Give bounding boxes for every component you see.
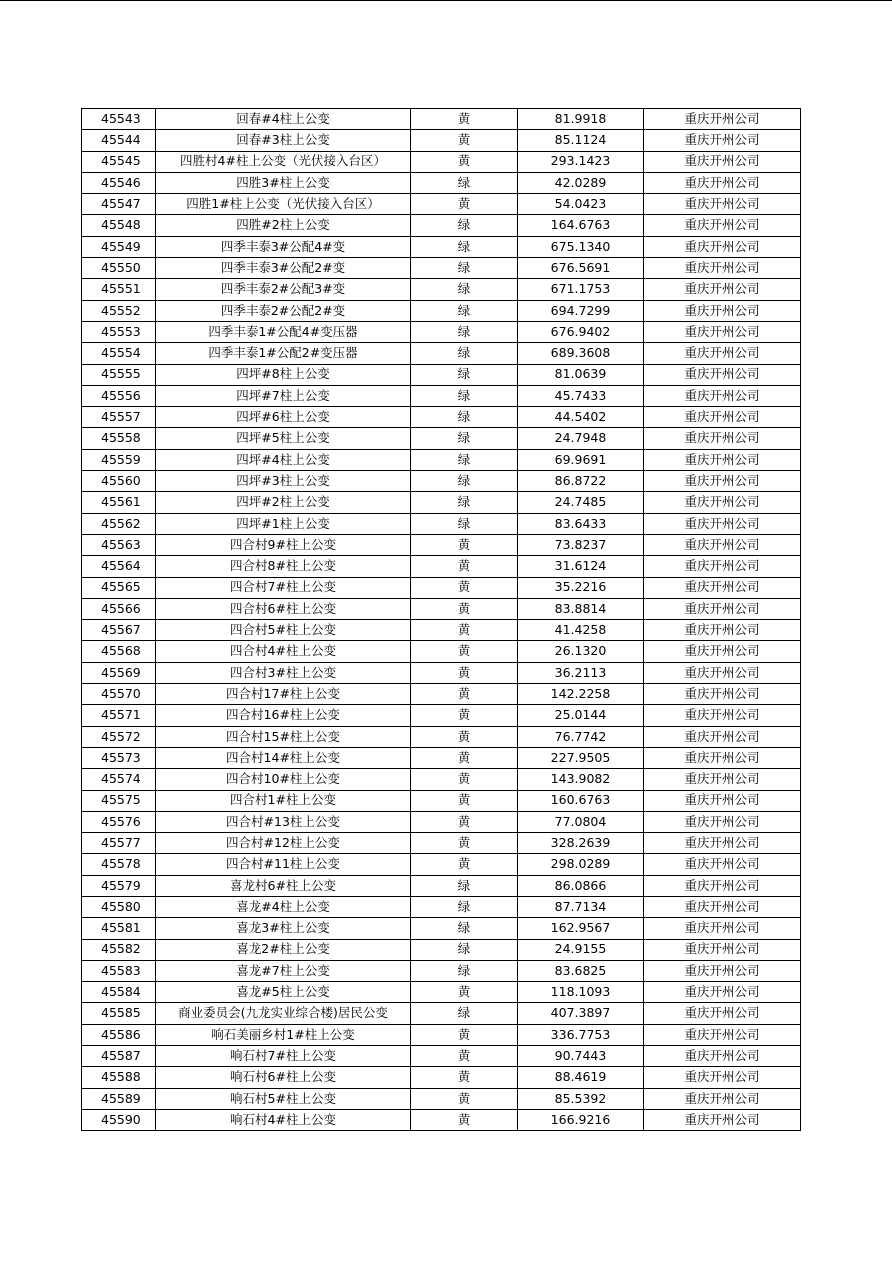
row-value-cell: 41.4258	[518, 620, 644, 641]
row-name-cell: 喜龙#7柱上公变	[156, 960, 411, 981]
row-value-cell: 85.5392	[518, 1088, 644, 1109]
row-company-cell: 重庆开州公司	[644, 236, 801, 257]
row-company-cell: 重庆开州公司	[644, 620, 801, 641]
row-company-cell: 重庆开州公司	[644, 130, 801, 151]
table-row	[82, 620, 801, 641]
row-value-cell: 26.1320	[518, 641, 644, 662]
row-name-cell: 四合村14#柱上公变	[156, 747, 411, 768]
row-value-cell: 36.2113	[518, 662, 644, 683]
row-id-cell: 45567	[82, 620, 156, 641]
table-row	[82, 939, 801, 960]
row-company-cell: 重庆开州公司	[644, 172, 801, 193]
row-value-cell: 162.9567	[518, 918, 644, 939]
row-company-cell: 重庆开州公司	[644, 428, 801, 449]
row-name-cell: 四坪#5柱上公变	[156, 428, 411, 449]
row-id-cell: 45556	[82, 385, 156, 406]
row-color-cell: 黄	[411, 556, 518, 577]
row-value-cell: 87.7134	[518, 896, 644, 917]
row-color-cell: 绿	[411, 300, 518, 321]
row-company-cell: 重庆开州公司	[644, 300, 801, 321]
row-value-cell: 88.4619	[518, 1067, 644, 1088]
row-color-cell: 绿	[411, 215, 518, 236]
row-name-cell: 四坪#2柱上公变	[156, 492, 411, 513]
row-company-cell: 重庆开州公司	[644, 896, 801, 917]
row-id-cell: 45562	[82, 513, 156, 534]
table-row	[82, 1067, 801, 1088]
row-value-cell: 90.7443	[518, 1046, 644, 1067]
row-name-cell: 响石村5#柱上公变	[156, 1088, 411, 1109]
row-name-cell: 回春#4柱上公变	[156, 109, 411, 130]
row-color-cell: 黄	[411, 854, 518, 875]
row-color-cell: 黄	[411, 620, 518, 641]
row-name-cell: 四胜1#柱上公变（光伏接入台区）	[156, 194, 411, 215]
table-row	[82, 215, 801, 236]
row-value-cell: 35.2216	[518, 577, 644, 598]
row-company-cell: 重庆开州公司	[644, 215, 801, 236]
row-id-cell: 45551	[82, 279, 156, 300]
row-id-cell: 45582	[82, 939, 156, 960]
data-table	[81, 108, 801, 1131]
row-company-cell: 重庆开州公司	[644, 790, 801, 811]
row-value-cell: 143.9082	[518, 769, 644, 790]
row-name-cell: 响石村4#柱上公变	[156, 1109, 411, 1130]
row-value-cell: 293.1423	[518, 151, 644, 172]
row-company-cell: 重庆开州公司	[644, 407, 801, 428]
row-company-cell: 重庆开州公司	[644, 641, 801, 662]
row-value-cell: 24.9155	[518, 939, 644, 960]
row-value-cell: 328.2639	[518, 833, 644, 854]
table-row	[82, 364, 801, 385]
row-id-cell: 45584	[82, 982, 156, 1003]
table-row	[82, 684, 801, 705]
row-id-cell: 45544	[82, 130, 156, 151]
row-value-cell: 164.6763	[518, 215, 644, 236]
row-name-cell: 响石村7#柱上公变	[156, 1046, 411, 1067]
row-id-cell: 45570	[82, 684, 156, 705]
row-color-cell: 绿	[411, 364, 518, 385]
table-row	[82, 918, 801, 939]
row-id-cell: 45589	[82, 1088, 156, 1109]
table-row	[82, 705, 801, 726]
row-name-cell: 喜龙村6#柱上公变	[156, 875, 411, 896]
row-value-cell: 83.6433	[518, 513, 644, 534]
row-name-cell: 四合村3#柱上公变	[156, 662, 411, 683]
row-color-cell: 绿	[411, 875, 518, 896]
row-color-cell: 黄	[411, 109, 518, 130]
row-company-cell: 重庆开州公司	[644, 705, 801, 726]
row-color-cell: 绿	[411, 1003, 518, 1024]
row-value-cell: 83.8814	[518, 598, 644, 619]
row-id-cell: 45579	[82, 875, 156, 896]
row-id-cell: 45565	[82, 577, 156, 598]
row-id-cell: 45590	[82, 1109, 156, 1130]
row-company-cell: 重庆开州公司	[644, 258, 801, 279]
row-name-cell: 响石村6#柱上公变	[156, 1067, 411, 1088]
row-value-cell: 81.0639	[518, 364, 644, 385]
row-color-cell: 黄	[411, 982, 518, 1003]
row-name-cell: 四合村17#柱上公变	[156, 684, 411, 705]
row-company-cell: 重庆开州公司	[644, 513, 801, 534]
row-id-cell: 45569	[82, 662, 156, 683]
row-id-cell: 45568	[82, 641, 156, 662]
row-company-cell: 重庆开州公司	[644, 939, 801, 960]
row-value-cell: 54.0423	[518, 194, 644, 215]
row-color-cell: 绿	[411, 492, 518, 513]
row-value-cell: 676.5691	[518, 258, 644, 279]
top-border-line	[0, 0, 892, 1]
row-name-cell: 四合村6#柱上公变	[156, 598, 411, 619]
row-id-cell: 45564	[82, 556, 156, 577]
row-value-cell: 42.0289	[518, 172, 644, 193]
row-name-cell: 四合村7#柱上公变	[156, 577, 411, 598]
table-row	[82, 726, 801, 747]
table-row	[82, 407, 801, 428]
row-value-cell: 676.9402	[518, 321, 644, 342]
row-company-cell: 重庆开州公司	[644, 598, 801, 619]
row-id-cell: 45580	[82, 896, 156, 917]
row-value-cell: 227.9505	[518, 747, 644, 768]
row-name-cell: 四季丰泰3#公配2#变	[156, 258, 411, 279]
row-color-cell: 黄	[411, 1046, 518, 1067]
row-name-cell: 四坪#6柱上公变	[156, 407, 411, 428]
row-color-cell: 黄	[411, 534, 518, 555]
row-name-cell: 四合村15#柱上公变	[156, 726, 411, 747]
row-value-cell: 298.0289	[518, 854, 644, 875]
row-name-cell: 四合村16#柱上公变	[156, 705, 411, 726]
row-value-cell: 86.0866	[518, 875, 644, 896]
row-name-cell: 四坪#4柱上公变	[156, 449, 411, 470]
row-value-cell: 694.7299	[518, 300, 644, 321]
row-id-cell: 45581	[82, 918, 156, 939]
row-name-cell: 四季丰泰2#公配3#变	[156, 279, 411, 300]
row-color-cell: 黄	[411, 790, 518, 811]
row-color-cell: 绿	[411, 428, 518, 449]
row-id-cell: 45587	[82, 1046, 156, 1067]
row-value-cell: 73.8237	[518, 534, 644, 555]
table-row	[82, 811, 801, 832]
table-row	[82, 471, 801, 492]
row-color-cell: 黄	[411, 130, 518, 151]
row-company-cell: 重庆开州公司	[644, 194, 801, 215]
row-name-cell: 响石美丽乡村1#柱上公变	[156, 1024, 411, 1045]
row-id-cell: 45558	[82, 428, 156, 449]
row-id-cell: 45550	[82, 258, 156, 279]
row-company-cell: 重庆开州公司	[644, 1046, 801, 1067]
row-color-cell: 黄	[411, 811, 518, 832]
row-color-cell: 绿	[411, 279, 518, 300]
table-row	[82, 598, 801, 619]
row-company-cell: 重庆开州公司	[644, 449, 801, 470]
row-id-cell: 45585	[82, 1003, 156, 1024]
table-row	[82, 258, 801, 279]
row-id-cell: 45571	[82, 705, 156, 726]
table-row	[82, 109, 801, 130]
table-row	[82, 747, 801, 768]
row-name-cell: 四合村5#柱上公变	[156, 620, 411, 641]
row-color-cell: 绿	[411, 385, 518, 406]
row-value-cell: 160.6763	[518, 790, 644, 811]
table-row	[82, 321, 801, 342]
row-value-cell: 76.7742	[518, 726, 644, 747]
row-id-cell: 45549	[82, 236, 156, 257]
table-row	[82, 279, 801, 300]
row-company-cell: 重庆开州公司	[644, 1024, 801, 1045]
row-color-cell: 黄	[411, 577, 518, 598]
row-company-cell: 重庆开州公司	[644, 684, 801, 705]
row-value-cell: 407.3897	[518, 1003, 644, 1024]
table-row	[82, 577, 801, 598]
row-id-cell: 45559	[82, 449, 156, 470]
row-name-cell: 四坪#8柱上公变	[156, 364, 411, 385]
row-value-cell: 118.1093	[518, 982, 644, 1003]
row-id-cell: 45578	[82, 854, 156, 875]
row-company-cell: 重庆开州公司	[644, 982, 801, 1003]
row-name-cell: 四胜村4#柱上公变（光伏接入台区）	[156, 151, 411, 172]
table-row	[82, 534, 801, 555]
table-row	[82, 492, 801, 513]
row-color-cell: 绿	[411, 513, 518, 534]
row-color-cell: 黄	[411, 598, 518, 619]
row-color-cell: 黄	[411, 747, 518, 768]
row-company-cell: 重庆开州公司	[644, 109, 801, 130]
table-row	[82, 194, 801, 215]
row-id-cell: 45543	[82, 109, 156, 130]
row-color-cell: 黄	[411, 151, 518, 172]
row-name-cell: 四合村#13柱上公变	[156, 811, 411, 832]
row-id-cell: 45572	[82, 726, 156, 747]
row-id-cell: 45566	[82, 598, 156, 619]
row-color-cell: 绿	[411, 960, 518, 981]
row-color-cell: 绿	[411, 918, 518, 939]
row-name-cell: 喜龙2#柱上公变	[156, 939, 411, 960]
row-color-cell: 绿	[411, 343, 518, 364]
row-company-cell: 重庆开州公司	[644, 747, 801, 768]
row-name-cell: 四合村10#柱上公变	[156, 769, 411, 790]
table-row	[82, 982, 801, 1003]
row-color-cell: 黄	[411, 641, 518, 662]
row-color-cell: 黄	[411, 833, 518, 854]
row-name-cell: 四合村#12柱上公变	[156, 833, 411, 854]
row-name-cell: 回春#3柱上公变	[156, 130, 411, 151]
row-id-cell: 45547	[82, 194, 156, 215]
table-row	[82, 300, 801, 321]
table-row	[82, 130, 801, 151]
row-id-cell: 45554	[82, 343, 156, 364]
row-name-cell: 四坪#3柱上公变	[156, 471, 411, 492]
row-company-cell: 重庆开州公司	[644, 854, 801, 875]
row-color-cell: 绿	[411, 321, 518, 342]
row-value-cell: 86.8722	[518, 471, 644, 492]
table-row	[82, 1046, 801, 1067]
row-name-cell: 四季丰泰2#公配2#变	[156, 300, 411, 321]
row-value-cell: 166.9216	[518, 1109, 644, 1130]
row-company-cell: 重庆开州公司	[644, 385, 801, 406]
row-company-cell: 重庆开州公司	[644, 918, 801, 939]
row-color-cell: 黄	[411, 1088, 518, 1109]
row-id-cell: 45552	[82, 300, 156, 321]
table-row	[82, 172, 801, 193]
row-value-cell: 25.0144	[518, 705, 644, 726]
table-row	[82, 854, 801, 875]
row-id-cell: 45586	[82, 1024, 156, 1045]
row-name-cell: 四合村1#柱上公变	[156, 790, 411, 811]
row-color-cell: 黄	[411, 194, 518, 215]
row-company-cell: 重庆开州公司	[644, 556, 801, 577]
table-row	[82, 428, 801, 449]
row-color-cell: 绿	[411, 407, 518, 428]
row-name-cell: 四季丰泰1#公配4#变压器	[156, 321, 411, 342]
table-row	[82, 151, 801, 172]
row-name-cell: 四合村9#柱上公变	[156, 534, 411, 555]
table-row	[82, 236, 801, 257]
table-row	[82, 1003, 801, 1024]
row-value-cell: 336.7753	[518, 1024, 644, 1045]
row-company-cell: 重庆开州公司	[644, 492, 801, 513]
row-company-cell: 重庆开州公司	[644, 811, 801, 832]
row-id-cell: 45563	[82, 534, 156, 555]
row-id-cell: 45560	[82, 471, 156, 492]
row-value-cell: 671.1753	[518, 279, 644, 300]
row-company-cell: 重庆开州公司	[644, 1067, 801, 1088]
table-body	[82, 109, 801, 1131]
table-row	[82, 1109, 801, 1130]
row-company-cell: 重庆开州公司	[644, 769, 801, 790]
row-company-cell: 重庆开州公司	[644, 279, 801, 300]
row-name-cell: 四胜3#柱上公变	[156, 172, 411, 193]
table-row	[82, 875, 801, 896]
row-color-cell: 黄	[411, 769, 518, 790]
table-row	[82, 833, 801, 854]
row-id-cell: 45553	[82, 321, 156, 342]
row-id-cell: 45546	[82, 172, 156, 193]
row-value-cell: 44.5402	[518, 407, 644, 428]
row-company-cell: 重庆开州公司	[644, 343, 801, 364]
table-row	[82, 513, 801, 534]
row-color-cell: 黄	[411, 1109, 518, 1130]
row-value-cell: 31.6124	[518, 556, 644, 577]
table-row	[82, 641, 801, 662]
row-color-cell: 黄	[411, 1024, 518, 1045]
row-value-cell: 689.3608	[518, 343, 644, 364]
row-value-cell: 142.2258	[518, 684, 644, 705]
table-row	[82, 343, 801, 364]
row-value-cell: 24.7948	[518, 428, 644, 449]
row-company-cell: 重庆开州公司	[644, 321, 801, 342]
row-value-cell: 69.9691	[518, 449, 644, 470]
row-id-cell: 45545	[82, 151, 156, 172]
row-id-cell: 45561	[82, 492, 156, 513]
table-row	[82, 790, 801, 811]
row-id-cell: 45573	[82, 747, 156, 768]
row-name-cell: 四合村#11柱上公变	[156, 854, 411, 875]
row-value-cell: 675.1340	[518, 236, 644, 257]
row-id-cell: 45557	[82, 407, 156, 428]
row-name-cell: 商业委员会(九龙实业综合楼)居民公变	[156, 1003, 411, 1024]
row-name-cell: 四坪#7柱上公变	[156, 385, 411, 406]
row-id-cell: 45577	[82, 833, 156, 854]
row-name-cell: 喜龙#4柱上公变	[156, 896, 411, 917]
row-value-cell: 85.1124	[518, 130, 644, 151]
table-row	[82, 1024, 801, 1045]
row-company-cell: 重庆开州公司	[644, 1003, 801, 1024]
row-company-cell: 重庆开州公司	[644, 471, 801, 492]
table-row	[82, 556, 801, 577]
table-row	[82, 662, 801, 683]
row-company-cell: 重庆开州公司	[644, 577, 801, 598]
row-name-cell: 四季丰泰1#公配2#变压器	[156, 343, 411, 364]
row-company-cell: 重庆开州公司	[644, 875, 801, 896]
row-company-cell: 重庆开州公司	[644, 662, 801, 683]
row-company-cell: 重庆开州公司	[644, 726, 801, 747]
row-name-cell: 四合村4#柱上公变	[156, 641, 411, 662]
row-color-cell: 黄	[411, 684, 518, 705]
row-value-cell: 83.6825	[518, 960, 644, 981]
row-name-cell: 四合村8#柱上公变	[156, 556, 411, 577]
row-name-cell: 四坪#1柱上公变	[156, 513, 411, 534]
table-row	[82, 960, 801, 981]
row-company-cell: 重庆开州公司	[644, 1109, 801, 1130]
row-color-cell: 绿	[411, 471, 518, 492]
row-color-cell: 绿	[411, 939, 518, 960]
row-id-cell: 45575	[82, 790, 156, 811]
row-company-cell: 重庆开州公司	[644, 534, 801, 555]
row-id-cell: 45555	[82, 364, 156, 385]
row-company-cell: 重庆开州公司	[644, 1088, 801, 1109]
row-id-cell: 45574	[82, 769, 156, 790]
row-color-cell: 绿	[411, 449, 518, 470]
table-row	[82, 896, 801, 917]
row-color-cell: 绿	[411, 236, 518, 257]
row-company-cell: 重庆开州公司	[644, 151, 801, 172]
table-row	[82, 385, 801, 406]
row-company-cell: 重庆开州公司	[644, 960, 801, 981]
table-row	[82, 769, 801, 790]
row-value-cell: 81.9918	[518, 109, 644, 130]
row-company-cell: 重庆开州公司	[644, 833, 801, 854]
row-color-cell: 黄	[411, 726, 518, 747]
row-id-cell: 45548	[82, 215, 156, 236]
row-color-cell: 黄	[411, 705, 518, 726]
row-value-cell: 24.7485	[518, 492, 644, 513]
row-color-cell: 绿	[411, 896, 518, 917]
row-value-cell: 77.0804	[518, 811, 644, 832]
row-id-cell: 45576	[82, 811, 156, 832]
row-company-cell: 重庆开州公司	[644, 364, 801, 385]
row-color-cell: 黄	[411, 1067, 518, 1088]
table-row	[82, 449, 801, 470]
row-color-cell: 绿	[411, 172, 518, 193]
row-name-cell: 喜龙#5柱上公变	[156, 982, 411, 1003]
row-name-cell: 四胜#2柱上公变	[156, 215, 411, 236]
row-name-cell: 四季丰泰3#公配4#变	[156, 236, 411, 257]
row-color-cell: 绿	[411, 258, 518, 279]
table-row	[82, 1088, 801, 1109]
row-id-cell: 45583	[82, 960, 156, 981]
row-color-cell: 黄	[411, 662, 518, 683]
row-value-cell: 45.7433	[518, 385, 644, 406]
row-id-cell: 45588	[82, 1067, 156, 1088]
row-name-cell: 喜龙3#柱上公变	[156, 918, 411, 939]
